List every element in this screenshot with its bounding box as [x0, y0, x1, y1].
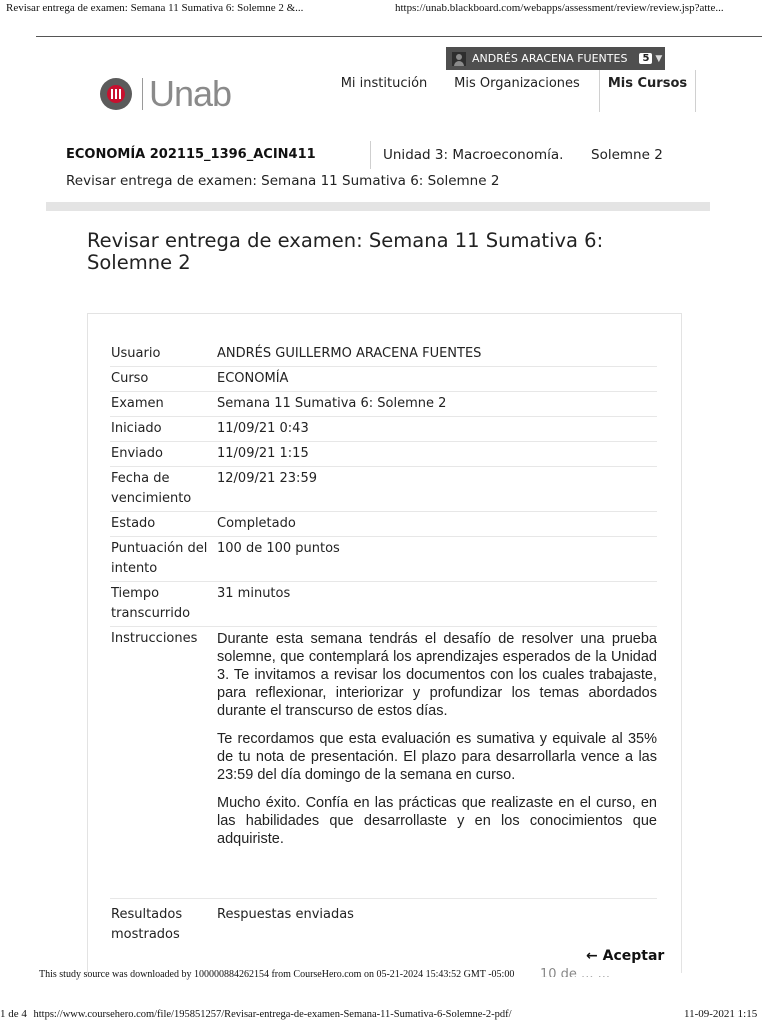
accept-button[interactable]: ← Aceptar: [586, 948, 665, 964]
detail-row-tiempo: [110, 582, 657, 627]
detail-row-enviado: [110, 442, 657, 467]
detail-value: Semana 11 Sumativa 6: Solemne 2: [217, 396, 447, 411]
tab-mi-institucion[interactable]: Mi institución: [340, 76, 428, 91]
detail-value: 11/09/21 1:15: [217, 446, 309, 461]
review-details-list: [110, 342, 657, 947]
detail-label: Estado: [111, 516, 156, 531]
detail-row-estado: [110, 512, 657, 537]
download-source-note: This study source was downloaded by 100000884262154 from CourseHero.com on 05-21-2024 15:43:52 GMT -05:00: [39, 969, 515, 980]
print-page-number: 1 de 4: [0, 1008, 27, 1020]
detail-value: ECONOMÍA: [217, 371, 289, 386]
tab-mis-cursos[interactable]: Mis Cursos: [599, 70, 696, 112]
detail-row-curso: [110, 367, 657, 392]
notification-count-badge: 5: [639, 53, 652, 64]
detail-value: Respuestas enviadas: [217, 907, 354, 922]
breadcrumb-current-page: Revisar entrega de examen: Semana 11 Sumativa 6: Solemne 2: [66, 173, 500, 189]
detail-label: Examen: [111, 396, 164, 411]
detail-row-instrucciones: [110, 627, 657, 899]
breadcrumb-course[interactable]: ECONOMÍA 202115_1396_ACIN411: [66, 147, 316, 162]
user-menu-button[interactable]: [446, 47, 665, 70]
detail-label: Tiempo transcurrido: [111, 586, 191, 621]
detail-row-fecha-vencimiento: [110, 467, 657, 512]
print-header: [0, 0, 768, 20]
header-band: [46, 202, 710, 211]
breadcrumb-divider: [370, 141, 371, 169]
detail-row-usuario: [110, 342, 657, 367]
breadcrumb-unit[interactable]: Unidad 3: Macroeconomía.: [383, 147, 564, 163]
detail-value: 100 de 100 puntos: [217, 541, 340, 556]
detail-value: ANDRÉS GUILLERMO ARACENA FUENTES: [217, 346, 482, 361]
detail-label: Enviado: [111, 446, 163, 461]
detail-value: Completado: [217, 516, 296, 531]
detail-label: Instrucciones: [111, 631, 198, 646]
detail-label: Resultados mostrados: [111, 907, 183, 942]
detail-value: 31 minutos: [217, 586, 291, 601]
print-footer: [0, 1008, 512, 1020]
breadcrumb-item[interactable]: Solemne 2: [591, 147, 663, 163]
print-footer-url: https://www.coursehero.com/file/195851257/Revisar-entrega-de-examen-Semana-11-Sumativa-6-Solemne-2-pdf/: [33, 1009, 512, 1020]
detail-row-puntuacion: [110, 537, 657, 582]
chevron-down-icon: ▼: [655, 53, 663, 64]
detail-row-resultados: [110, 899, 657, 947]
detail-value: 12/09/21 23:59: [217, 471, 317, 486]
detail-row-iniciado: [110, 417, 657, 442]
user-avatar-icon: [452, 52, 466, 66]
instructions-paragraph: Te recordamos que esta evaluación es sumativa y equivale al 35% de tu nota de presentación. El plazo para desarrollarla vence a las 23:59 del día domingo de la semana en curso.: [217, 731, 657, 783]
detail-value: 11/09/21 0:43: [217, 421, 309, 436]
detail-label: Fecha de vencimiento: [111, 471, 192, 506]
cut-off-text: 10 de ... ...: [540, 967, 610, 977]
logo-text: Unab: [149, 73, 232, 114]
instructions-text: [217, 627, 657, 898]
detail-label: Puntuación del intento: [111, 541, 208, 576]
top-divider: [36, 36, 762, 37]
detail-label: Iniciado: [111, 421, 162, 436]
unab-seal-icon: [100, 78, 132, 110]
instructions-paragraph: Mucho éxito. Confía en las prácticas que realizaste en el curso, en las habilidades que desarrollaste y en los conocimientos que adquiriste.: [217, 795, 657, 847]
instructions-paragraph: Durante esta semana tendrás el desafío de resolver una prueba solemne, que contemplará los aprendizajes esperados de la Unidad 3. Te invitamos a revisar los documentos con los cuales trabajaste, para reflexionar, interiorizar y profundizar los temas abordados durante el transcurso de estos días.: [217, 631, 657, 719]
tab-mis-organizaciones[interactable]: Mis Organizaciones: [454, 76, 580, 91]
page-title: Revisar entrega de examen: Semana 11 Sumativa 6: Solemne 2: [87, 229, 604, 274]
user-name: ANDRÉS ARACENA FUENTES: [472, 52, 628, 65]
unab-logo[interactable]: [100, 73, 232, 114]
print-header-url: https://unab.blackboard.com/webapps/assessment/review/review.jsp?atte...: [395, 2, 724, 14]
print-footer-date: 11-09-2021 1:15: [684, 1008, 758, 1020]
detail-label: Curso: [111, 371, 149, 386]
logo-separator: [142, 78, 143, 110]
detail-row-examen: [110, 392, 657, 417]
print-header-title: Revisar entrega de examen: Semana 11 Sumativa 6: Solemne 2 &...: [6, 2, 304, 14]
detail-label: Usuario: [111, 346, 161, 361]
